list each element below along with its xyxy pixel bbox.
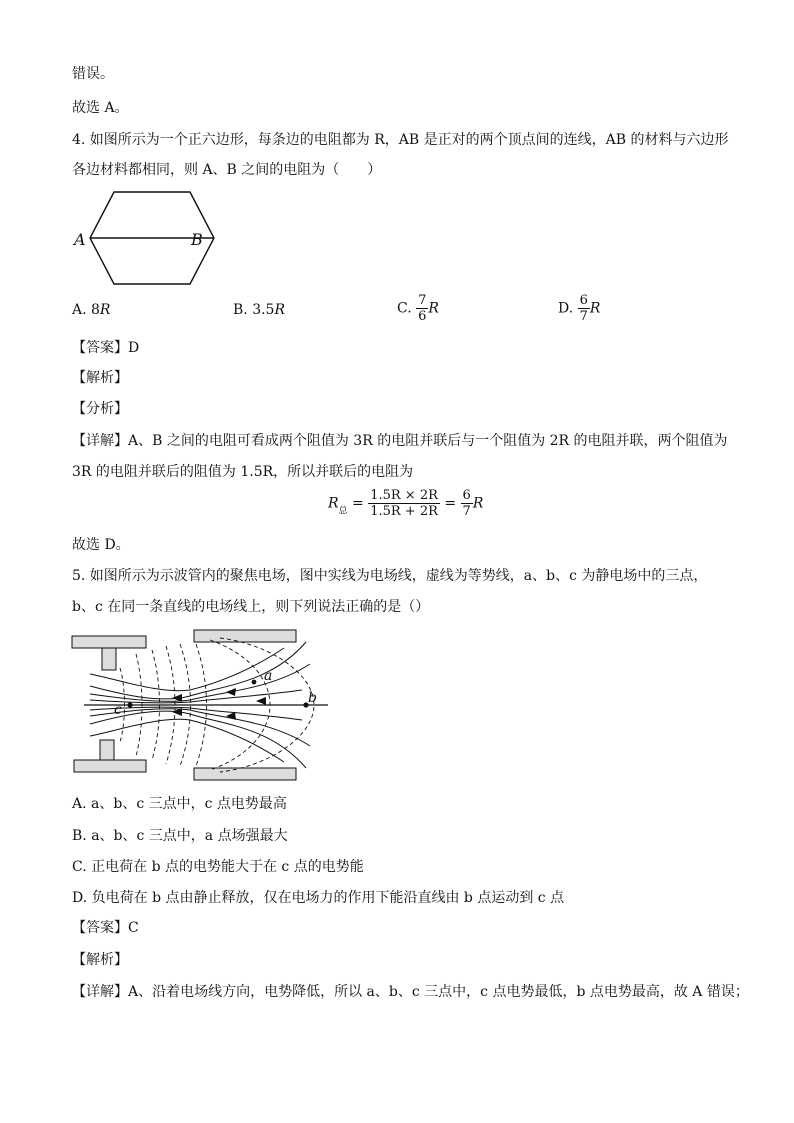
point-c-label: c — [114, 702, 122, 718]
q4-detail-line-1 — [72, 431, 728, 451]
vertex-a-label: A — [74, 230, 86, 249]
q4-formula — [328, 488, 483, 520]
formula-eq1: = — [352, 495, 364, 512]
answer-value: D — [128, 340, 140, 356]
frac-denominator: 7 — [579, 309, 588, 324]
q4-fenxi-tag: 【分析】 — [72, 401, 128, 417]
q4-conclusion: 故选 D。 — [72, 537, 130, 553]
formula-eq2: = — [444, 495, 457, 512]
detail-text: A、沿着电场线方向，电势降低，所以 a、b、c 三点中，c 点电势最低，b 点电势最高，故 A 错误； — [128, 984, 749, 1000]
prev-text-line: 错误。 — [72, 66, 114, 82]
q4-answer — [72, 338, 139, 358]
formula-fraction-1 — [368, 488, 440, 519]
q4-option-d-var: R — [589, 300, 601, 317]
q4-option-d-prefix: D. — [558, 300, 574, 317]
top-left-block — [102, 648, 116, 670]
top-right-plate — [194, 630, 296, 642]
arrow-icon — [226, 688, 236, 696]
frac-numerator: 6 — [579, 293, 588, 308]
q4-option-b — [233, 300, 285, 320]
q4-option-a-var: R — [99, 302, 111, 318]
detail-tag: 【详解】 — [72, 433, 128, 449]
formula-lhs-sub: 总 — [338, 506, 348, 517]
q5-option-a: A. a、b、c 三点中，c 点电势最高 — [72, 796, 287, 812]
q5-stem-line-2: b、c 在同一条直线的电场线上，则下列说法正确的是（） — [72, 599, 430, 615]
point-c — [127, 702, 132, 707]
q4-option-b-var: R — [274, 302, 285, 318]
bottom-right-plate — [194, 768, 296, 780]
prev-conclusion: 故选 A。 — [72, 100, 129, 116]
q4-option-c-fraction — [416, 293, 428, 324]
q5-stem-line-1: 5. 如图所示为示波管内的聚焦电场，图中实线为电场线，虚线为等势线，a、b、c 为静电场中的三点， — [72, 568, 708, 584]
q4-option-d-fraction — [578, 293, 590, 324]
q5-detail-line-1 — [72, 982, 749, 1002]
q4-stem-line-2: 各边材料都相同，则 A、B 之间的电阻为（ ） — [72, 162, 382, 178]
frac-denominator: 6 — [418, 309, 427, 324]
q4-option-a — [72, 300, 110, 320]
frac-denominator: 7 — [462, 504, 471, 519]
q4-option-c-var: R — [428, 300, 439, 317]
focusing-field-diagram — [70, 624, 340, 784]
q5-answer — [72, 918, 139, 938]
detail-tag: 【详解】 — [72, 984, 128, 1000]
q4-option-c — [397, 293, 439, 324]
vertex-b-label: B — [191, 230, 203, 249]
answer-tag: 【答案】 — [72, 920, 128, 936]
q4-option-a-text: A. 8 — [72, 302, 100, 318]
q4-option-d — [558, 293, 600, 324]
field-line — [90, 711, 306, 768]
field-arrows — [172, 688, 266, 720]
bottom-left-block — [100, 740, 114, 760]
top-left-plate — [72, 636, 146, 648]
point-a — [252, 680, 257, 685]
formula-lhs: R — [328, 495, 339, 512]
q4-jiexi-tag: 【解析】 — [72, 370, 128, 386]
arrow-icon — [256, 697, 266, 705]
frac-numerator: 1.5R × 2R — [370, 488, 438, 503]
q4-stem-line-1: 4. 如图所示为一个正六边形，每条边的电阻都为 R，AB 是正对的两个顶点间的连线，AB 的材料与六边形 — [72, 132, 729, 148]
frac-numerator: 7 — [418, 293, 427, 308]
q5-option-d: D. 负电荷在 b 点由静止释放，仅在电场力的作用下能沿直线由 b 点运动到 c 点 — [72, 890, 565, 906]
q5-option-b: B. a、b、c 三点中，a 点场强最大 — [72, 828, 288, 844]
formula-fraction-2 — [461, 488, 473, 519]
field-line — [90, 648, 284, 691]
answer-tag: 【答案】 — [72, 340, 128, 356]
arrow-icon — [226, 712, 236, 720]
q4-detail-line-2: 3R 的电阻并联后的阻值为 1.5R，所以并联后的电阻为 — [72, 464, 414, 480]
frac-denominator: 1.5R + 2R — [370, 504, 438, 519]
q5-option-c: C. 正电荷在 b 点的电势能大于在 c 点的电势能 — [72, 859, 364, 875]
detail-text: A、B 之间的电阻可看成两个阻值为 3R 的电阻并联后与一个阻值为 2R 的电阻并联，两个阻值为 — [128, 433, 728, 449]
bottom-left-plate — [74, 760, 146, 772]
frac-numerator: 6 — [462, 488, 471, 503]
point-a-label: a — [264, 668, 273, 684]
q4-option-b-text: B. 3.5 — [233, 302, 275, 318]
q5-jiexi-tag: 【解析】 — [72, 952, 128, 968]
formula-tail: R — [472, 495, 484, 512]
q4-option-c-prefix: C. — [397, 300, 412, 317]
field-line — [90, 642, 306, 699]
point-b-label: b — [308, 690, 317, 706]
answer-value: C — [128, 920, 139, 936]
